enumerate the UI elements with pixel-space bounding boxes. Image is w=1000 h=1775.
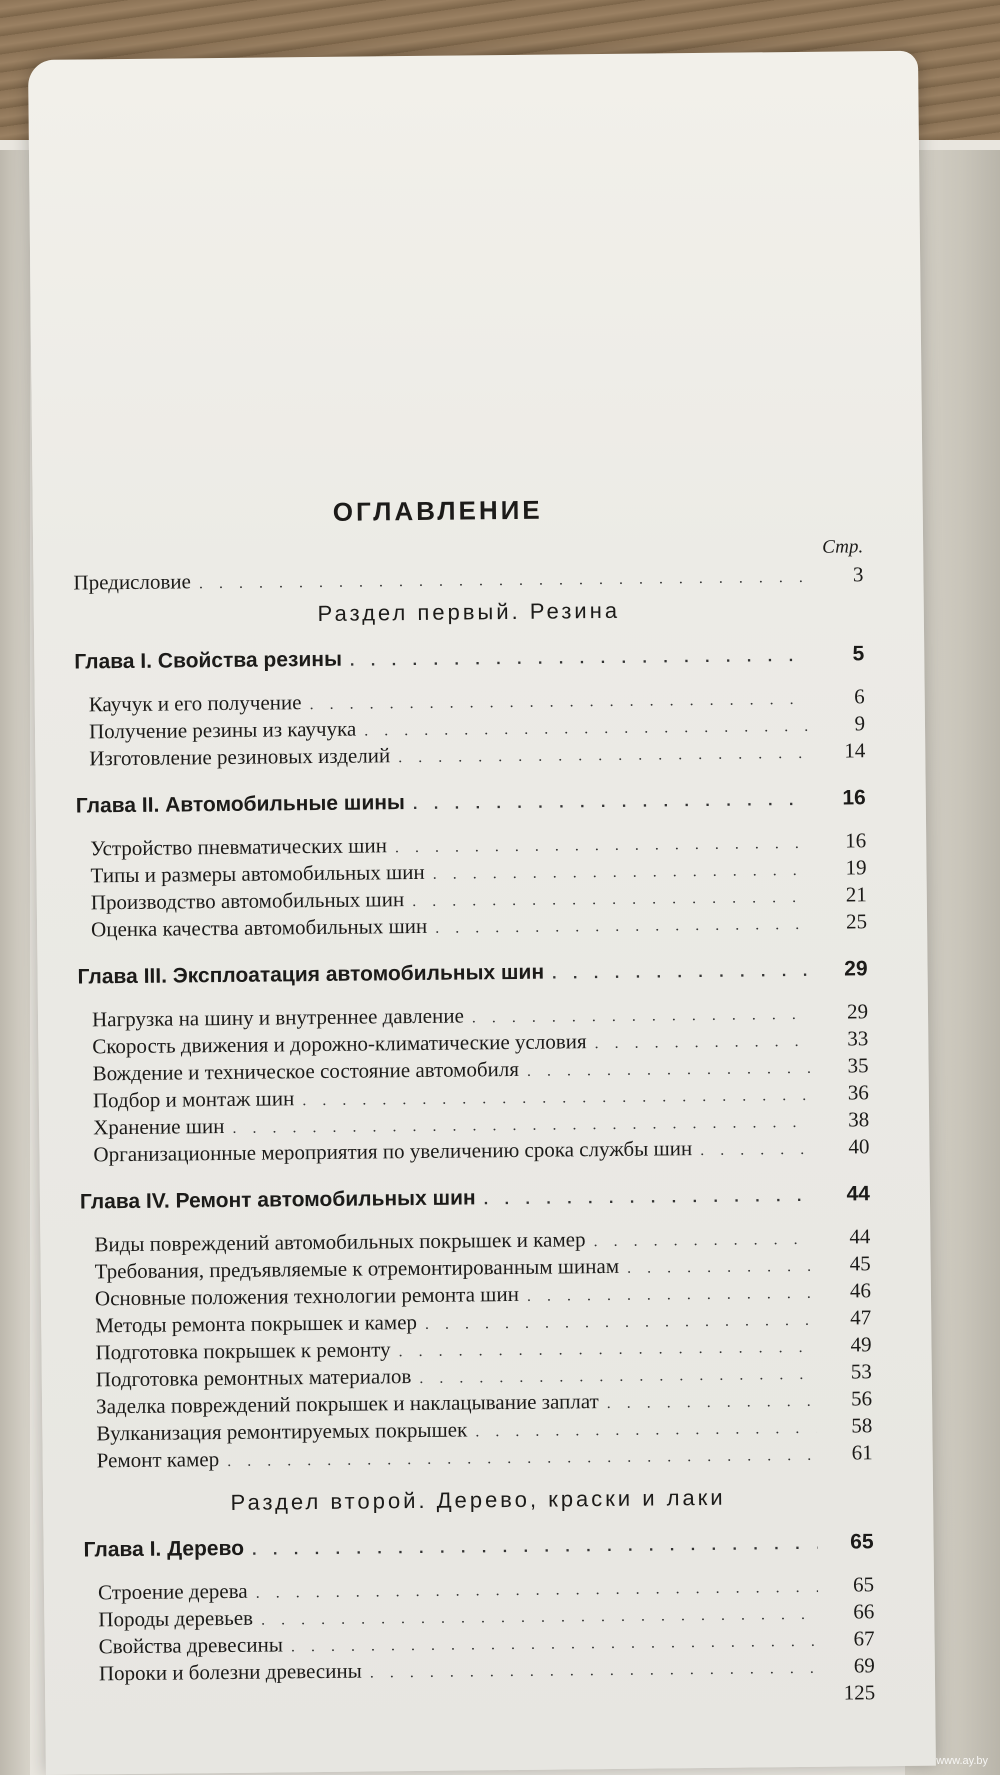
entry-label: Устройство пневматических шин xyxy=(90,833,387,861)
leader-dots xyxy=(475,1416,816,1445)
leader-dots xyxy=(700,1137,814,1163)
entry-page: 49 xyxy=(850,1332,872,1357)
leader-dots xyxy=(593,1227,814,1254)
entry-page: 25 xyxy=(845,909,868,934)
entry-page: 44 xyxy=(849,1224,871,1249)
leader-dots xyxy=(607,1389,817,1416)
chapter-entry xyxy=(76,785,866,820)
part-heading-2: Раздел второй. Дерево, краски и лаки xyxy=(230,1484,726,1515)
entry-label: Строение дерева xyxy=(97,1578,248,1605)
entry-label: Оценка качества автомобильных шин xyxy=(90,913,428,942)
leader-dots xyxy=(350,644,809,674)
entry-page: 14 xyxy=(844,738,866,763)
chapter-entry xyxy=(80,1181,870,1216)
entry-page: 56 xyxy=(850,1386,873,1411)
toc-entry-preface xyxy=(73,562,863,597)
entry-page: 58 xyxy=(851,1413,873,1438)
leader-dots xyxy=(412,885,811,914)
entry-label: Нагрузка на шину и внутреннее давление xyxy=(91,1003,464,1032)
entry-label: Изготовление резиновых изделий xyxy=(89,743,391,771)
entry-page: 29 xyxy=(844,957,868,981)
entry-label: Предисловие xyxy=(73,569,192,595)
entry-page: 33 xyxy=(847,1026,869,1051)
entry-page: 44 xyxy=(846,1182,871,1206)
leader-dots xyxy=(433,858,811,887)
leader-dots xyxy=(398,741,809,770)
entry-label: Породы деревьев xyxy=(98,1605,254,1632)
entry-label: Организационные мероприятия по увеличению срока службы шин xyxy=(93,1136,693,1167)
entry-label: Скорость движения и дорожно-климатические условия xyxy=(92,1029,587,1059)
entry-page: 65 xyxy=(850,1530,874,1554)
leader-dots xyxy=(472,1002,812,1031)
entry-label: Подбор и монтаж шин xyxy=(92,1086,295,1113)
leader-dots xyxy=(484,1184,815,1212)
table-of-contents xyxy=(73,491,876,1715)
leader-dots xyxy=(552,959,812,987)
book-page xyxy=(28,51,936,1775)
entry-page: 36 xyxy=(847,1080,869,1105)
chapter-title: Глава I. Дерево xyxy=(83,1536,245,1562)
leader-dots xyxy=(627,1254,815,1281)
entry-page: 67 xyxy=(853,1626,875,1651)
entry-page: 5 xyxy=(852,642,865,666)
entry-page: 53 xyxy=(850,1359,872,1384)
leader-dots xyxy=(395,831,811,860)
entry-page: 61 xyxy=(851,1440,873,1465)
leader-dots xyxy=(309,687,808,717)
entry-label: Заделка повреждений покрышек и наклацывание заплат xyxy=(95,1389,599,1419)
entry-page: 16 xyxy=(845,828,867,853)
toc-title: ОГЛАВЛЕНИЕ xyxy=(332,494,543,527)
chapter-title: Глава I. Свойства резины xyxy=(74,647,343,674)
leader-dots xyxy=(370,1656,819,1686)
leader-dots xyxy=(425,1308,816,1337)
chapter-title: Глава III. Эксплоатация автомобильных шин xyxy=(77,960,545,989)
entry-label: Пороки и болезни древесины xyxy=(98,1658,362,1686)
entry-label: Методы ремонта покрышек и камер xyxy=(95,1309,418,1338)
entry-page: 47 xyxy=(850,1305,872,1330)
entry-label: Вождение и техническое состояние автомобиля xyxy=(92,1056,520,1086)
entry-label: Ремонт камер xyxy=(96,1447,220,1473)
entry-page: 40 xyxy=(848,1134,870,1159)
entry-page: 21 xyxy=(845,882,867,907)
entry-label: Получение резины из каучука xyxy=(88,716,357,744)
chapter-title: Глава II. Автомобильные шины xyxy=(75,791,406,818)
entry-page: 69 xyxy=(853,1653,875,1678)
entry-label: Хранение шин xyxy=(93,1114,225,1140)
chapter-entry xyxy=(74,641,864,676)
entry-page: 65 xyxy=(852,1572,875,1597)
entry-label: Свойства древесины xyxy=(98,1632,284,1659)
leader-dots xyxy=(527,1281,815,1309)
entry-page: 6 xyxy=(854,684,865,709)
entry-page: 16 xyxy=(842,786,866,810)
leader-dots xyxy=(413,788,810,817)
leader-dots xyxy=(302,1083,813,1113)
entry-page: 19 xyxy=(845,855,867,880)
entry-page: 35 xyxy=(847,1053,869,1078)
entry-label: Вулканизация ремонтируемых покрышек xyxy=(96,1417,468,1446)
entry-label: Каучук и его получение xyxy=(88,690,302,717)
leader-dots xyxy=(364,714,809,744)
entry-page: 45 xyxy=(849,1251,871,1276)
entry-label: Требования, предъявляемые к отремонтированным шинам xyxy=(94,1253,620,1284)
entry-label: Основные положения технологии ремонта шин xyxy=(94,1281,519,1311)
entry-label: Подготовка ремонтных материалов xyxy=(95,1364,412,1392)
leader-dots xyxy=(435,912,811,941)
leader-dots xyxy=(398,1335,815,1364)
page-column-label: Стр. xyxy=(822,536,864,558)
leader-dots xyxy=(594,1029,812,1056)
leader-dots xyxy=(527,1056,813,1084)
entry-page: 46 xyxy=(849,1278,872,1303)
entry-label: Типы и размеры автомобильных шин xyxy=(90,859,425,888)
leader-dots xyxy=(252,1532,818,1563)
entry-page: 66 xyxy=(853,1599,875,1624)
part-heading-1: Раздел первый. Резина xyxy=(317,597,621,626)
entry-page: 3 xyxy=(852,562,864,587)
entry-page: 38 xyxy=(848,1107,870,1132)
leader-dots xyxy=(199,565,808,596)
entry-page: 9 xyxy=(854,711,866,736)
chapter-entry xyxy=(83,1529,873,1564)
book-page-edges-left xyxy=(0,150,30,1775)
chapter-entry xyxy=(77,956,867,991)
leader-dots xyxy=(419,1362,816,1391)
entry-label: Виды повреждений автомобильных покрышек и камер xyxy=(94,1227,586,1257)
entry-page: 29 xyxy=(846,999,869,1024)
entry-page: 125 xyxy=(843,1680,876,1705)
chapter-title: Глава IV. Ремонт автомобильных шин xyxy=(79,1186,476,1214)
watermark: www.ay.by xyxy=(936,1755,988,1767)
entry-label: Производство автомобильных шин xyxy=(90,887,405,915)
entry-label: Подготовка покрышек к ремонту xyxy=(95,1337,391,1365)
